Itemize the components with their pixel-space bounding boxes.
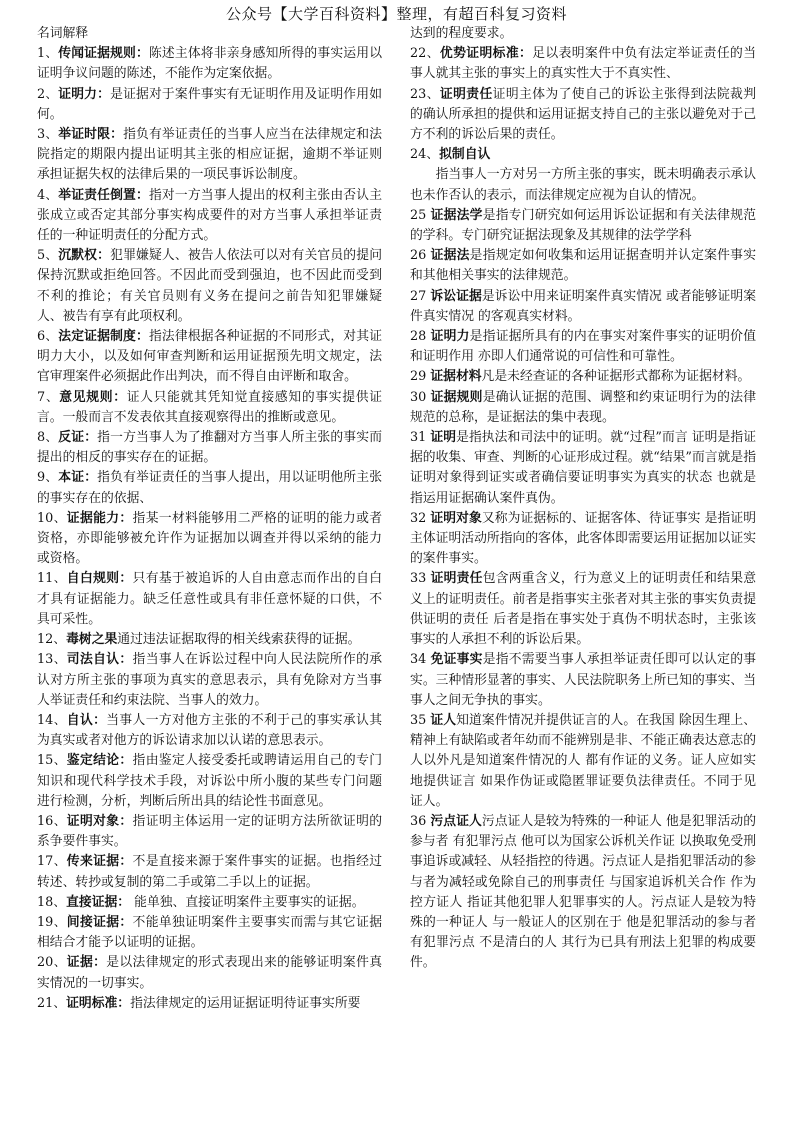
entry-term: 自认 <box>66 712 94 728</box>
entry-definition: 指法律规定的运用证据证明待证事实所要 <box>130 995 361 1011</box>
entry-definition: 凡是未经查证的各种证据形式都称为证据材料。 <box>481 369 751 385</box>
entry-term: 鉴定结论 <box>66 753 120 769</box>
entry-number: 32 <box>410 510 431 526</box>
entry-term: 优势证明标准 <box>439 46 520 62</box>
entry-definition: 指法律根据各种证据的不同形式，对其证明力大小，以及如何审查判断和运用证据预先明文规定，法官审理案件必须据此作出判决，而不得自由评断和取舍。 <box>37 329 383 385</box>
left-column <box>37 24 382 1014</box>
entry-number: 9、 <box>37 470 59 486</box>
entry-term: 证人 <box>430 712 457 728</box>
entry-definition: 证人只能就其凭知觉直接感知的事实提供证言。一般而言不发表依其直接观察得出的推断或意见。 <box>37 389 383 425</box>
entry-number: 12、 <box>37 632 67 648</box>
entry-definition: 指证明主体运用一定的证明方法所欲证明的系争要件事实。 <box>37 813 383 850</box>
entry-definition: 足以表明案件中负有法定举证责任的当事人就其主张的事实上的真实性大于不真实性、 <box>410 46 757 82</box>
entry-number: 6、 <box>37 329 59 345</box>
page-header: 公众号【大学百科资料】整理，有超百科复习资料 <box>225 5 567 23</box>
entry-definition: 达到的程度要求。 <box>410 26 513 41</box>
entry-term: 证明责任 <box>430 571 483 587</box>
entry-number: 29 <box>410 369 431 385</box>
entry-number: 5、 <box>37 248 59 264</box>
entry-separator: ： <box>119 652 133 668</box>
entry-separator: ： <box>113 389 127 405</box>
entry-term: 传来证据 <box>66 854 120 870</box>
glossary-entry <box>410 388 756 428</box>
entry-number: 36 <box>410 813 431 829</box>
glossary-entry <box>37 913 382 953</box>
entry-definition: 指某一材料能够用二严格的证明的能力或者资格，亦即能够被允许作为证据加以调查并得以采纳的能力或资格。 <box>37 510 383 567</box>
glossary-entry <box>37 994 382 1014</box>
entry-definition: 是确认证据的范围、调整和约束证明行为的法律规范的总称，是证据法的集中表现。 <box>410 389 757 425</box>
entry-definition: 又称为证据标的、证据客体、待证事实 是指证明主体证明活动所指向的客体，此客体即需要运用证据加以证实的案件事实。 <box>410 510 757 567</box>
entry-number: 34 <box>410 652 431 668</box>
entry-separator: ： <box>97 86 111 102</box>
right-column <box>410 24 756 974</box>
entry-definition: 不能单独证明案件主要事实而需与其它证据相结合才能予以证明的证据。 <box>37 914 383 951</box>
entry-definition: 是证据对于案件事实有无证明作用及证明作用如何。 <box>37 86 383 122</box>
entry-definition: 是指专门研究如何运用诉讼证据和有关法律规范的学科。专门研究证据法现象及其规律的法学学科 <box>410 207 757 244</box>
entry-number: 21、 <box>37 995 67 1011</box>
entry-term: 传闻证据规则 <box>58 46 136 62</box>
glossary-entry <box>37 85 382 125</box>
entry-separator: ： <box>119 813 133 829</box>
entry-term: 证据规则 <box>430 389 483 405</box>
entry-number: 11、 <box>37 571 67 587</box>
entry-definition: 是指不需要当事人承担举证责任即可以认定的事实。三种情形显著的事实、人民法院职务上所已知的事实、当事人之间无争执的事实。 <box>410 652 757 708</box>
glossary-entry <box>37 711 382 751</box>
entry-number: 10、 <box>37 510 67 526</box>
entry-number: 22、 <box>410 46 440 62</box>
glossary-entry <box>410 206 756 246</box>
glossary-entry <box>37 630 382 650</box>
glossary-entry <box>37 852 382 892</box>
entry-definition: 犯罪嫌疑人、被告人依法可以对有关官员的提问保持沉默或拒绝回答。不因此而受到强迫，也不因此而受到不利的推论；有关官员则有义务在提问之前告知犯罪嫌疑人、被告有享有此项权利。 <box>37 248 383 324</box>
entry-number: 7、 <box>37 389 60 405</box>
entry-number: 27 <box>410 288 431 304</box>
entry-term: 沉默权 <box>58 248 98 264</box>
entry-definition: 当事人一方对他方主张的不利于己的事实承认其为真实或者对他方的诉讼请求加以认诺的意思表示。 <box>37 712 383 749</box>
entry-definition: 知道案件情况并提供证言的人。在我国 除因生理上、精神上有缺陷或者年幼而不能辨别是非、不能正确表达意志的人以外凡是知道案件情况的人 都有作证的义务。证人应如实地提供证言 如果作伪证或隐匿罪证要负法律责任。不同于见证人。 <box>410 712 757 809</box>
entry-term: 直接证据 <box>66 894 118 910</box>
entry-number: 15、 <box>37 753 67 769</box>
entry-term: 证明对象 <box>430 510 482 526</box>
entry-term: 举证时限 <box>58 127 111 143</box>
entry-separator: ： <box>136 187 149 203</box>
entry-separator: ： <box>97 248 111 264</box>
entry-definition: 不是直接来源于案件事实的证据。也指经过转述、转抄或复制的第二手或第二手以上的证据。 <box>37 854 383 890</box>
entry-definition: 是指规定如何收集和运用证据查明并认定案件事实和其他相关事实的法律规范。 <box>410 248 757 284</box>
entry-definition: 指一方当事人为了推翻对方当事人所主张的事实而提出的相反的事实存在的证据。 <box>37 430 383 466</box>
entry-definition: 陈述主体将非亲身感知所得的事实运用以证明争议问题的陈述，不能作为定案依据。 <box>37 46 383 82</box>
glossary-entry <box>410 165 756 205</box>
glossary-entry <box>37 44 382 84</box>
entry-term: 证明力 <box>58 86 98 102</box>
entry-separator: ： <box>84 470 98 486</box>
glossary-entry <box>37 650 382 711</box>
entry-definition: 指对一方当事人提出的权利主张由否认主张成立或否定其部分事实构成要件的对方当事人承担举证责任的一种证明责任的分配方式。 <box>37 187 383 244</box>
glossary-entry <box>410 246 756 286</box>
entry-definition: 是指证据所具有的内在事实对案件事实的证明价值和证明作用 亦即人们通常说的可信性和可靠性。 <box>410 329 757 365</box>
entry-definition: 污点证人是较为特殊的一种证人 他是犯罪活动的参与者 有犯罪污点 他可以为国家公诉机关作证 以换取免受刑事追诉或减轻、从轻指控的待遇。污点证人是指犯罪活动的参与者为减轻或免除自己的刑事责任 与国家追诉机关合作 作为控方证人 指证其他犯罪人犯罪事实的人。污点证人是较为特殊的一种证人 与一般证人的区别在于 他是犯罪活动的参与者 有犯罪污点 不是清白的人 其行为已具有刑法上犯罪的构成要件。 <box>410 813 757 971</box>
entry-number: 8、 <box>37 430 59 446</box>
entry-number: 23、 <box>410 86 440 102</box>
glossary-entry <box>37 388 382 428</box>
glossary-entry <box>410 287 756 327</box>
glossary-entry <box>37 246 382 327</box>
entry-separator: ： <box>119 753 133 769</box>
entry-definition: 是以法律规定的形式表现出来的能够证明案件真实情况的一切事实。 <box>37 955 383 991</box>
glossary-entry <box>410 145 756 165</box>
glossary-entry <box>410 85 756 146</box>
entry-separator: ： <box>519 46 533 62</box>
glossary-entry <box>37 509 382 570</box>
entry-number: 33 <box>410 571 431 587</box>
entry-definition: 是指执法和司法中的证明。就“过程”而言 证明是指证据的收集、审查、判断的心证形成过程。就“结果”而言就是指证明对象得到证实或者确信要证明事实为真实的状态 也就是指运用证据确认案件真伪。 <box>410 430 757 506</box>
entry-number: 16、 <box>37 813 67 829</box>
entry-term: 本证 <box>58 470 85 486</box>
entry-term: 证据材料 <box>430 369 482 385</box>
entry-term: 举证责任倒置 <box>58 187 136 203</box>
entry-definition: 只有基于被追诉的人自由意志而作出的自白才具有证据能力。缺乏任意性或具有非任意怀疑的口供，不具可采性。 <box>37 571 383 627</box>
entry-number: 28 <box>410 329 431 345</box>
entry-term: 间接证据 <box>66 914 120 930</box>
entry-separator: ： <box>119 854 133 870</box>
entry-number: 3、 <box>37 127 59 143</box>
glossary-entry <box>37 953 382 993</box>
entry-separator: ： <box>93 955 107 971</box>
entry-separator: ： <box>110 127 124 143</box>
glossary-entry <box>37 468 382 508</box>
entry-separator: ： <box>136 46 149 62</box>
entry-term: 免证事实 <box>430 652 483 668</box>
entry-term: 诉讼证据 <box>430 288 482 304</box>
entry-term: 反证 <box>58 430 85 446</box>
entry-separator: ： <box>117 995 131 1011</box>
entry-number: 30 <box>410 389 431 405</box>
glossary-entry <box>410 812 756 974</box>
glossary-entry <box>410 569 756 650</box>
entry-number: 13、 <box>37 652 67 668</box>
entry-number: 26 <box>410 248 431 264</box>
entry-term: 法定证据制度 <box>58 329 136 345</box>
glossary-entry <box>37 569 382 630</box>
glossary-entry <box>410 44 756 84</box>
entry-number: 17、 <box>37 854 67 870</box>
glossary-entry <box>37 893 382 913</box>
entry-term: 自白规则 <box>66 571 120 587</box>
entry-definition: 包含两重含义，行为意义上的证明责任和结果意义上的证明责任。前者是指事实主张者对其主张的事实负责提供证明的责任 后者是指在事实处于真伪不明状态时，主张该事实的人承担不利的诉讼后果。 <box>410 571 757 648</box>
entry-definition: 证明主体为了使自己的诉讼主张得到法院裁判的确认所承担的提供和运用证据支持自己的主张以避免对于己方不利的诉讼后果的责任。 <box>410 86 757 143</box>
entry-definition: 能单独、直接证明案件主要事实的证据。 <box>130 894 365 910</box>
entry-term: 拟制自认 <box>439 147 491 163</box>
entry-separator: ： <box>119 571 133 587</box>
entry-separator: ： <box>84 430 98 446</box>
entry-number: 20、 <box>37 955 67 971</box>
entry-term: 证明标准 <box>66 995 118 1011</box>
glossary-entry <box>410 650 756 711</box>
entry-definition: 指负有举证责任的当事人应当在法律规定和法院指定的期限内提出证明其主张的相应证据，逾期不举证则承担证据失权的法律后果的一项民事诉讼制度。 <box>37 127 383 183</box>
entry-separator: ： <box>136 329 149 345</box>
entry-number: 18、 <box>37 894 67 910</box>
entry-definition: 指当事人一方对另一方所主张的事实，既未明确表示承认也未作否认的表示，而法律规定应视为自认的情况。 <box>410 167 756 203</box>
glossary-entry <box>37 812 382 852</box>
entry-number: 2、 <box>37 86 59 102</box>
glossary-entry <box>410 367 756 387</box>
glossary-entry <box>37 186 382 247</box>
entry-number: 31 <box>410 430 431 446</box>
glossary-entry <box>410 24 756 44</box>
entry-term: 毒树之果 <box>66 632 118 648</box>
entry-term: 证明责任 <box>439 86 493 102</box>
entry-definition: 指负有举证责任的当事人提出，用以证明他所主张的事实存在的依据、 <box>37 470 383 506</box>
entry-separator: ： <box>117 894 131 910</box>
glossary-entry <box>410 428 756 509</box>
entry-number: 1、 <box>37 46 59 62</box>
entry-separator: ： <box>93 712 107 728</box>
glossary-entry <box>410 509 756 570</box>
entry-term: 证据 <box>66 955 94 971</box>
entry-number: 14、 <box>37 712 67 728</box>
glossary-entry <box>37 428 382 468</box>
right-entries <box>410 24 756 974</box>
entry-number: 24、 <box>410 147 440 163</box>
entry-number: 4、 <box>37 187 59 203</box>
entry-term: 证明 <box>430 430 457 446</box>
glossary-entry <box>410 327 756 367</box>
section-title: 名词解释 <box>37 26 89 41</box>
left-entries <box>37 44 382 1014</box>
glossary-entry <box>37 751 382 812</box>
entry-term: 意见规则 <box>59 389 114 405</box>
entry-term: 证据能力 <box>66 510 120 526</box>
entry-term: 证明对象 <box>66 813 120 829</box>
glossary-entry <box>37 327 382 388</box>
entry-term: 证据法学 <box>430 207 483 223</box>
entry-term: 证明力 <box>430 329 470 345</box>
entry-number: 19、 <box>37 914 67 930</box>
entry-separator: ： <box>119 510 133 526</box>
glossary-entry <box>410 711 756 812</box>
entry-definition: 是诉讼中用来证明案件真实情况 或者能够证明案件真实情况 的客观真实材料。 <box>410 288 757 324</box>
entry-separator: ： <box>119 914 133 930</box>
entry-definition: 指当事人在诉讼过程中向人民法院所作的承认对方所主张的事项为真实的意思表示，具有免除对方当事人举证责任和约束法院、当事人的效力。 <box>37 652 383 708</box>
entry-number: 35 <box>410 712 431 728</box>
glossary-entry <box>37 125 382 186</box>
entry-definition: 通过违法证据取得的相关线索获得的证据。 <box>117 632 361 648</box>
entry-term: 证据法 <box>430 248 470 264</box>
entry-definition: 指由鉴定人接受委托或聘请运用自己的专门知识和现代科学技术手段，对诉讼中所小腹的某些专门问题进行检测，分析，判断后所出具的结论性书面意见。 <box>37 753 383 809</box>
entry-number: 25 <box>410 207 431 223</box>
entry-term: 污点证人 <box>430 813 482 829</box>
entry-term: 司法自认 <box>66 652 120 668</box>
